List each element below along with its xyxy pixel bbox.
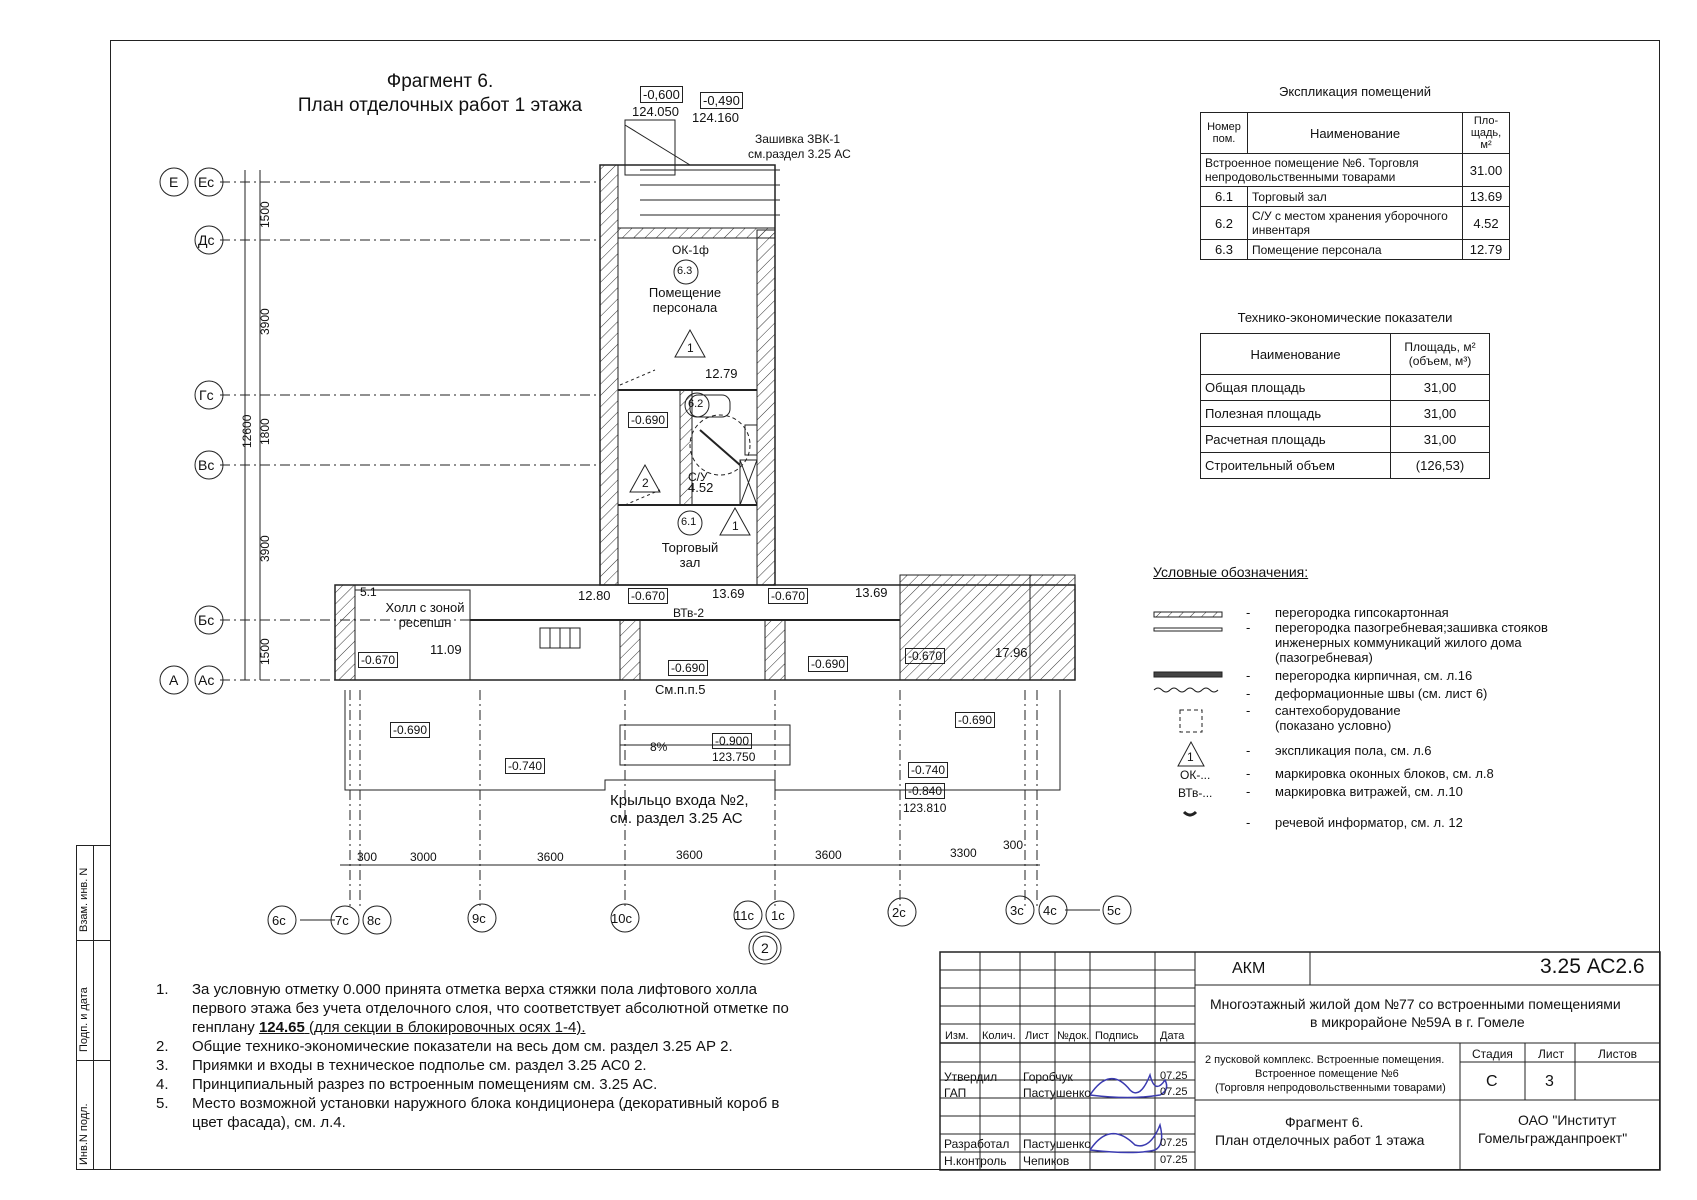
level-670d: -0.670 [905, 648, 945, 664]
level-740a: -0.740 [505, 758, 545, 774]
stamp-name-3: Чепиков [1023, 1154, 1070, 1168]
dim-h-3600c: 3600 [815, 848, 842, 862]
room61-name: Торговый зал [661, 540, 719, 570]
stamp-role-0: Утвердил [944, 1070, 998, 1084]
side-label-podp: Подп. и дата [78, 987, 90, 1052]
tep-row-name: Расчетная площадь [1201, 427, 1391, 453]
elev-abs-2: 124.160 [692, 110, 739, 125]
stamp-name-1: Пастушенко [1023, 1086, 1091, 1100]
note-number: 2. [156, 1038, 169, 1055]
row-name: Торговый зал [1248, 187, 1463, 207]
axis-label-1c: 1с [771, 908, 785, 923]
dim-h-3000: 3000 [410, 850, 437, 864]
stamp-subtitle-2: Встроенное помещение №6 [1255, 1068, 1399, 1080]
stamp-org-1: ОАО "Институт [1518, 1112, 1617, 1128]
stamp-h-izm: Изм. [945, 1030, 969, 1042]
stamp-h-ndok: №док. [1057, 1030, 1090, 1042]
tep-header-name: Наименование [1201, 334, 1391, 375]
level-670b: -0.670 [628, 588, 668, 604]
tep-row-name: Строительный объем [1201, 453, 1391, 479]
dim-v-3900b: 3900 [258, 535, 272, 562]
dim-h-3300: 3300 [950, 846, 977, 860]
see-pp5: См.п.п.5 [655, 682, 706, 697]
room63-name: Помещение персонала [648, 285, 722, 315]
area-13-69b: 13.69 [855, 585, 888, 600]
dim-v-12600: 12600 [240, 414, 254, 448]
row-name: Помещение персонала [1248, 240, 1463, 260]
axis-label-as: Ас [198, 672, 215, 688]
legend-item-1: перегородка пазогребневая;зашивка стояков инженерных коммуникаций жилого дома (пазогребневая) [1275, 620, 1548, 665]
axis-label-9c: 9с [472, 911, 486, 926]
axis-label-vs: Вс [198, 457, 215, 473]
note-text: Место возможной установки наружного блока кондиционера (декоративный короб в цвет фасада), см. л.4. [192, 1095, 780, 1131]
row-num: 6.3 [1201, 240, 1248, 260]
stamp-role-3: Н.контроль [944, 1154, 1007, 1168]
stamp-project-1: Многоэтажный жилой дом №77 со встроенными помещениями [1210, 996, 1621, 1012]
legend-vtv: ВТв-... [1178, 786, 1213, 800]
tep-header-value: Площадь, м² (объем, м³) [1391, 334, 1490, 375]
elev-mark-2: -0,490 [700, 92, 743, 109]
group-name: Встроенное помещение №6. Торговля непродовольственными товарами [1201, 154, 1463, 187]
stamp-subtitle-1: 2 пусковой комплекс. Встроенные помещения. [1205, 1054, 1445, 1066]
room61-floor: 1 [732, 519, 739, 533]
stamp-akm: АКМ [1232, 960, 1266, 977]
room62-num: 6.2 [688, 398, 704, 410]
fragment-title-line2: План отделочных работ 1 этажа [297, 95, 583, 116]
dim-h-3600b: 3600 [676, 848, 703, 862]
axis-label-5c: 5с [1107, 903, 1121, 918]
axis-label-4c: 4с [1043, 903, 1057, 918]
legend-item-0: перегородка гипсокартонная [1275, 605, 1449, 620]
axis-label-11c: 11с [734, 908, 754, 923]
stamp-role-1: ГАП [944, 1086, 967, 1100]
room62-floor: 2 [642, 476, 649, 490]
dim-h-3600a: 3600 [537, 850, 564, 864]
slope-label: 8% [650, 740, 668, 754]
row-num: 6.2 [1201, 207, 1248, 240]
stamp-sheet-h: Лист [1538, 1047, 1565, 1061]
room63-area: 12.79 [705, 366, 738, 381]
note-text: Принципиальный разрез по встроенным помещениям см. 3.25 АС. [192, 1076, 658, 1093]
stamp-stage: С [1486, 1073, 1498, 1090]
row-area: 4.52 [1463, 207, 1510, 240]
stamp-title-1: Фрагмент 6. [1285, 1114, 1364, 1130]
legend-ok: ОК-... [1180, 768, 1211, 782]
axis-label-10c: 10с [611, 911, 632, 926]
note-number: 4. [156, 1076, 169, 1093]
axis-label-2: 2 [761, 940, 769, 956]
room62-name: С/У [688, 470, 708, 484]
abs-900: 123.750 [712, 750, 756, 764]
axis-label-7c: 7с [335, 913, 349, 928]
room61-num: 6.1 [681, 516, 697, 528]
stamp-h-podpis: Подпись [1095, 1030, 1139, 1042]
legend-item-3: деформационные швы (см. лист 6) [1275, 686, 1488, 701]
axis-label-2c: 2с [892, 905, 906, 920]
dim-v-1500b: 1500 [258, 638, 272, 665]
header-name: Наименование [1248, 113, 1463, 154]
legend-title: Условные обозначения: [1153, 564, 1309, 580]
tep-row-value: 31,00 [1391, 375, 1490, 401]
stamp-date-2: 07.25 [1160, 1137, 1188, 1149]
stamp-sheets-h: Листов [1598, 1047, 1637, 1061]
stamp-role-2: Разработал [944, 1137, 1010, 1151]
stamp-date-0: 07.25 [1160, 1070, 1188, 1082]
tep-row-name: Общая площадь [1201, 375, 1391, 401]
dim-v-1500a: 1500 [258, 201, 272, 228]
legend-item-8: речевой информатор, см. л. 12 [1275, 815, 1463, 830]
note-text: За условную отметку 0.000 принята отметка верха стяжки пола лифтового холла первого этажа без учета отделочного слоя, что соответствует абсолютной отметке по генплану [192, 981, 789, 1036]
area-12-80: 12.80 [578, 588, 611, 603]
tep-row-name: Полезная площадь [1201, 401, 1391, 427]
elev-mark-1: -0,600 [640, 86, 683, 103]
legend-item-7: маркировка витражей, см. л.10 [1275, 784, 1463, 799]
stamp-date-1: 07.25 [1160, 1086, 1188, 1098]
stamp-name-0: Горобчук [1023, 1070, 1073, 1084]
axis-label-e: Е [169, 174, 179, 190]
level-690a: -0.690 [390, 722, 430, 738]
dim-h-300a: 300 [357, 850, 378, 864]
stamp-org-2: Гомельгражданпроект" [1478, 1130, 1628, 1146]
abs-840: 123.810 [903, 801, 947, 815]
porch-label-1: Крыльцо входа №2, [610, 792, 749, 809]
note-number: 3. [156, 1057, 169, 1074]
level-670c: -0.670 [768, 588, 808, 604]
side-label-inv: Инв.N подл. [78, 1103, 90, 1165]
axis-label-gs: Гс [199, 387, 214, 403]
level-670a: -0.670 [358, 652, 398, 668]
callout-zvk-1: Зашивка ЗВК-1 [755, 132, 841, 146]
row-area: 13.69 [1463, 187, 1510, 207]
room63-num: 6.3 [677, 265, 693, 277]
note-number: 1. [156, 981, 169, 998]
fragment-title-line1: Фрагмент 6. [386, 71, 494, 92]
axis-label-6c: 6с [272, 913, 286, 928]
note-bold-value: 124.65 [258, 1019, 305, 1036]
elev-abs-1: 124.050 [632, 104, 679, 119]
stamp-h-kol: Колич. [982, 1030, 1016, 1042]
axis-label-ds: Дс [198, 232, 215, 248]
stamp-date-3: 07.25 [1160, 1154, 1188, 1166]
explication-title: Экспликация помещений [1278, 84, 1432, 99]
stamp-code: 3.25 АС2.6 [1540, 955, 1645, 978]
axis-label-es: Ес [198, 174, 215, 190]
axis-label-3c: 3с [1010, 903, 1024, 918]
dim-h-300b: 300 [1003, 838, 1024, 852]
stamp-h-list: Лист [1025, 1030, 1049, 1042]
note-text: Общие технико-экономические показатели на весь дом см. раздел 3.25 АР 2. [192, 1038, 733, 1055]
legend-item-4: сантехоборудование (показано условно) [1275, 703, 1401, 733]
room61-vitrage: ВТв-2 [673, 606, 705, 620]
stamp-stage-h: Стадия [1472, 1047, 1513, 1061]
area-17-96: 17.96 [995, 645, 1028, 660]
room61-area: 13.69 [712, 586, 745, 601]
legend-item-6: маркировка оконных блоков, см. л.8 [1275, 766, 1494, 781]
axis-label-8c: 8с [367, 913, 381, 928]
side-label-vzam: Взам. инв. N [78, 867, 90, 932]
room63-floor: 1 [687, 341, 694, 355]
stamp-h-data: Дата [1160, 1030, 1185, 1042]
note-text: (для секции в блокировочных осях 1-4). [304, 1019, 586, 1036]
level-690d: -0.690 [955, 712, 995, 728]
stamp-title-2: План отделочных работ 1 этажа [1215, 1132, 1425, 1148]
stamp-name-2: Пастушенко [1023, 1137, 1091, 1151]
note-number: 5. [156, 1095, 169, 1112]
row-num: 6.1 [1201, 187, 1248, 207]
level-740b: -0.740 [908, 762, 948, 778]
row-area: 12.79 [1463, 240, 1510, 260]
callout-zvk-2: см.раздел 3.25 АС [748, 147, 851, 161]
legend-item-2: перегородка кирпичная, см. л.16 [1275, 668, 1473, 683]
level-690c: -0.690 [808, 656, 848, 672]
porch-label-2: см. раздел 3.25 АС [610, 810, 743, 827]
tep-row-value: 31,00 [1391, 401, 1490, 427]
room51-name: Холл с зоной ресепшн [385, 600, 465, 630]
room51-area: 11.09 [430, 642, 462, 657]
legend-item-5: экспликация пола, см. л.6 [1275, 743, 1432, 758]
dim-v-1800: 1800 [258, 418, 272, 445]
room62-level: -0.690 [628, 412, 668, 428]
axis-label-bs: Бс [198, 612, 215, 628]
group-area: 31.00 [1463, 154, 1510, 187]
level-900: -0.900 [712, 733, 752, 749]
room63-window: ОК-1ф [672, 243, 709, 257]
header-area: Пло-щадь, м² [1463, 113, 1510, 154]
room51-num: 5.1 [360, 585, 377, 599]
level-840: -0.840 [905, 783, 945, 799]
legend-floor-num: 1 [1187, 750, 1194, 764]
stamp-project-2: в микрорайоне №59А в г. Гомеле [1310, 1014, 1525, 1030]
level-690b: -0.690 [668, 660, 708, 676]
stamp-subtitle-3: (Торговля непродовольственными товарами) [1215, 1082, 1446, 1094]
header-num: Номер пом. [1201, 113, 1248, 154]
room62-area: 4.52 [688, 480, 714, 495]
note-text: Приямки и входы в техническое подполье см. раздел 3.25 АС0 2. [192, 1057, 647, 1074]
stamp-sheet: 3 [1545, 1073, 1554, 1090]
axis-label-a: А [169, 672, 179, 688]
dim-v-3900a: 3900 [258, 308, 272, 335]
tep-row-value: (126,53) [1391, 453, 1490, 479]
tep-row-value: 31,00 [1391, 427, 1490, 453]
tep-title: Технико-экономические показатели [1237, 310, 1453, 325]
row-name: С/У с местом хранения уборочного инвентаря [1248, 207, 1463, 240]
